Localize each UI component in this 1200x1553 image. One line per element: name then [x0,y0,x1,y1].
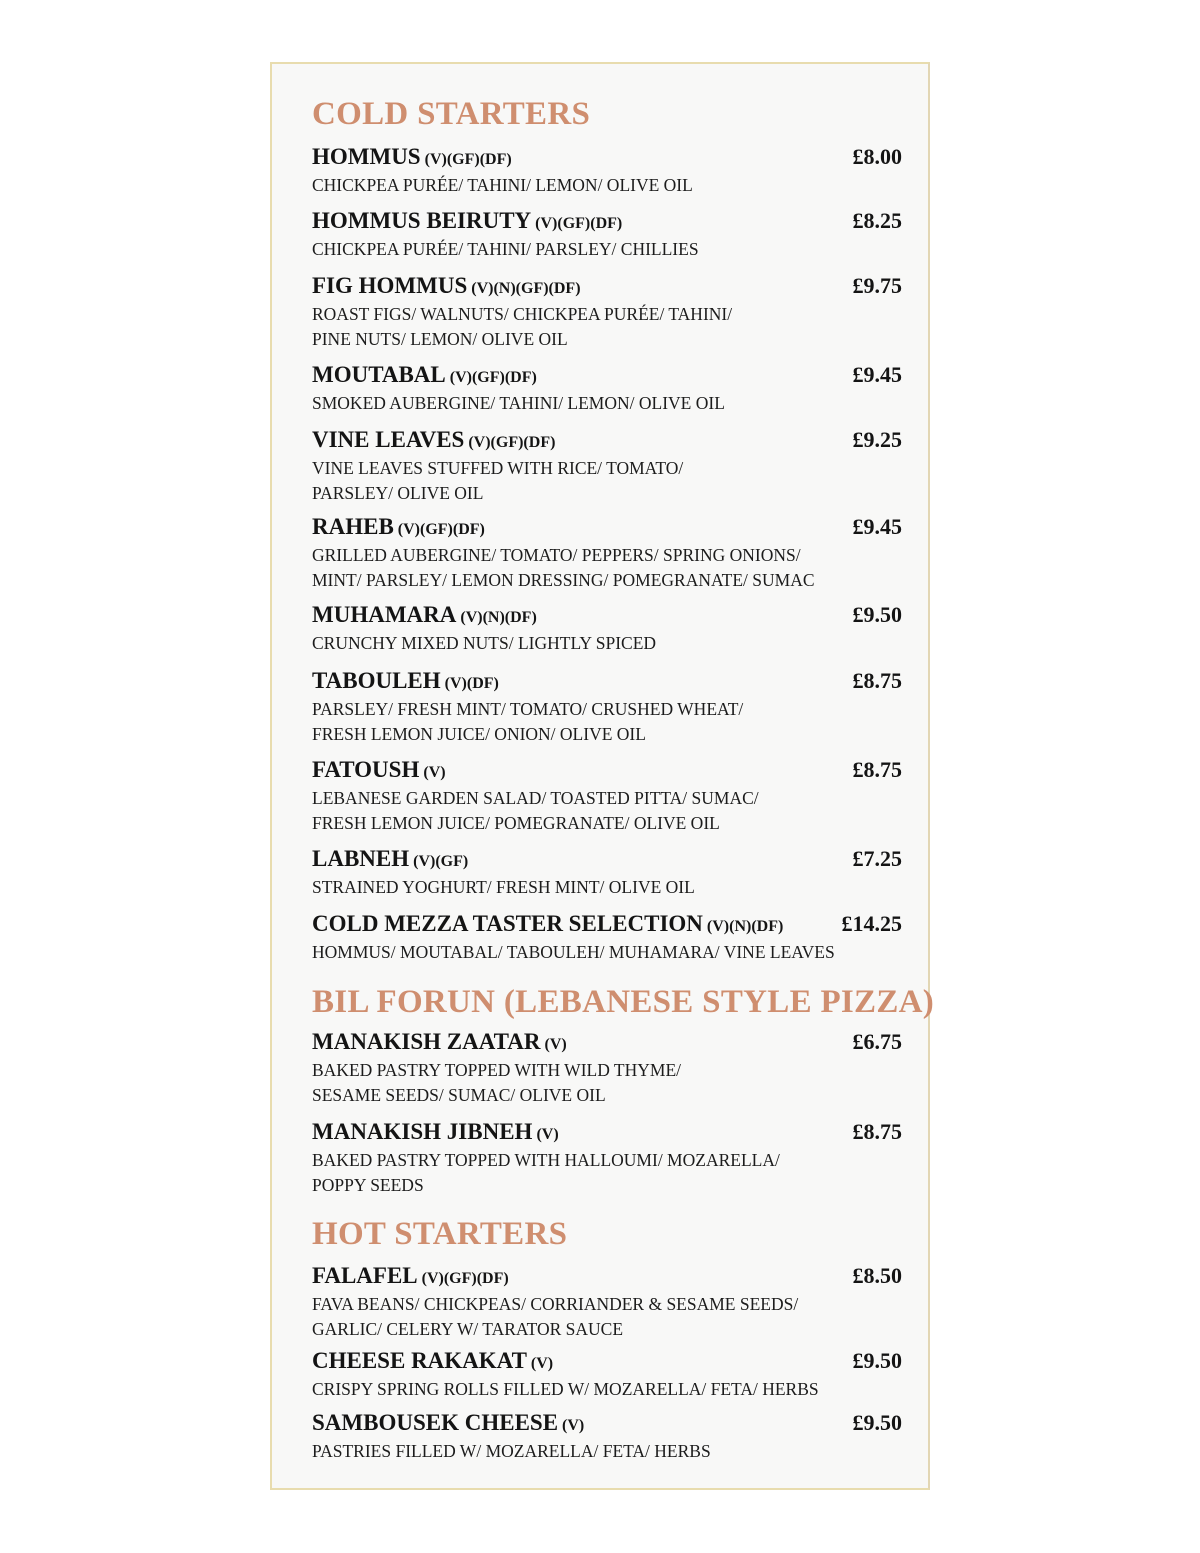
item-price: £8.00 [852,144,902,169]
dietary-tags: (V)(GF) [413,853,469,870]
menu-item [312,912,902,965]
item-name: TABOULEH [312,668,441,693]
menu-item [312,1030,902,1108]
menu-card [270,62,935,1490]
menu-item [312,669,902,747]
item-description: STRAINED YOGHURT/ FRESH MINT/ OLIVE OIL [312,877,695,897]
item-description: PARSLEY/ FRESH MINT/ TOMATO/ CRUSHED WHEAT/ FRESH LEMON JUICE/ ONION/ OLIVE OIL [312,699,744,744]
menu-item [312,1264,902,1342]
menu-item [312,1411,902,1464]
menu-item [312,847,902,900]
item-price: £9.50 [852,1348,902,1373]
item-name: HOMMUS [312,144,421,169]
item-price: £8.75 [852,1119,902,1144]
item-price: £8.50 [852,1263,902,1288]
item-price: £9.50 [852,602,902,627]
item-name: MUHAMARA [312,602,457,627]
item-price: £9.75 [852,273,902,298]
item-name: MOUTABAL [312,362,446,387]
dietary-tags: (V)(GF)(DF) [449,369,537,386]
item-name: VINE LEAVES [312,427,465,452]
item-price: £8.25 [852,208,902,233]
item-description: CHICKPEA PURÉE/ TAHINI/ LEMON/ OLIVE OIL [312,175,693,195]
item-description: SMOKED AUBERGINE/ TAHINI/ LEMON/ OLIVE OIL [312,393,725,413]
item-description: LEBANESE GARDEN SALAD/ TOASTED PITTA/ SUMAC/ FRESH LEMON JUICE/ POMEGRANATE/ OLIVE OIL [312,788,759,833]
dietary-tags: (V)(GF)(DF) [424,151,512,168]
menu-item [312,1120,902,1198]
item-price: £14.25 [841,911,902,936]
menu-item [312,428,902,506]
menu-item [312,603,902,656]
item-price: £7.25 [852,846,902,871]
item-price: £9.50 [852,1410,902,1435]
item-price: £9.45 [852,362,902,387]
item-name: MANAKISH ZAATAR [312,1029,541,1054]
menu-item [312,758,902,836]
item-description: CHICKPEA PURÉE/ TAHINI/ PARSLEY/ CHILLIES [312,239,699,259]
menu-item [312,209,902,262]
dietary-tags: (V)(DF) [444,675,499,692]
menu-item [312,1349,902,1402]
menu-item [312,515,902,593]
section-title: HOT STARTERS [312,1216,568,1252]
item-name: FALAFEL [312,1263,418,1288]
section-title: BIL FORUN (LEBANESE STYLE PIZZA) [312,984,935,1020]
item-name: FATOUSH [312,757,420,782]
dietary-tags: (V)(N)(GF)(DF) [471,280,581,297]
item-price: £8.75 [852,757,902,782]
item-description: GRILLED AUBERGINE/ TOMATO/ PEPPERS/ SPRING ONIONS/ MINT/ PARSLEY/ LEMON DRESSING/ POMEGRANATE/ SUMAC [312,545,815,590]
item-description: FAVA BEANS/ CHICKPEAS/ CORRIANDER & SESAME SEEDS/ GARLIC/ CELERY W/ TARATOR SAUCE [312,1294,799,1339]
item-name: LABNEH [312,846,410,871]
dietary-tags: (V) [544,1036,567,1053]
item-name: MANAKISH JIBNEH [312,1119,533,1144]
dietary-tags: (V) [530,1355,554,1372]
menu-item [312,145,902,198]
dietary-tags: (V) [536,1126,559,1143]
item-price: £9.45 [852,514,902,539]
dietary-tags: (V)(N)(DF) [460,609,537,626]
item-name: RAHEB [312,514,394,539]
section-title: COLD STARTERS [312,96,591,132]
item-name: CHEESE RAKAKAT [312,1348,527,1373]
item-description: ROAST FIGS/ WALNUTS/ CHICKPEA PURÉE/ TAHINI/ PINE NUTS/ LEMON/ OLIVE OIL [312,304,733,349]
dietary-tags: (V) [423,764,446,781]
dietary-tags: (V)(GF)(DF) [535,215,623,232]
item-name: FIG HOMMUS [312,273,468,298]
item-price: £8.75 [852,668,902,693]
item-name: SAMBOUSEK CHEESE [312,1410,559,1435]
item-name: COLD MEZZA TASTER SELECTION [312,911,703,936]
dietary-tags: (V)(N)(DF) [706,918,784,935]
dietary-tags: (V)(GF)(DF) [397,521,485,538]
item-price: £9.25 [852,427,902,452]
item-description: CRISPY SPRING ROLLS FILLED W/ MOZARELLA/ FETA/ HERBS [312,1379,819,1399]
item-description: BAKED PASTRY TOPPED WITH HALLOUMI/ MOZARELLA/ POPPY SEEDS [312,1150,780,1195]
menu-item [312,363,902,416]
menu-item [312,274,902,352]
item-description: VINE LEAVES STUFFED WITH RICE/ TOMATO/ PARSLEY/ OLIVE OIL [312,458,684,503]
item-description: PASTRIES FILLED W/ MOZARELLA/ FETA/ HERBS [312,1441,711,1461]
item-description: CRUNCHY MIXED NUTS/ LIGHTLY SPICED [312,633,657,653]
dietary-tags: (V)(GF)(DF) [468,434,556,451]
item-name: HOMMUS BEIRUTY [312,208,532,233]
dietary-tags: (V)(GF)(DF) [421,1270,509,1287]
item-description: BAKED PASTRY TOPPED WITH WILD THYME/ SESAME SEEDS/ SUMAC/ OLIVE OIL [312,1060,681,1105]
item-description: HOMMUS/ MOUTABAL/ TABOULEH/ MUHAMARA/ VINE LEAVES [312,942,835,962]
item-price: £6.75 [852,1029,902,1054]
dietary-tags: (V) [562,1417,585,1434]
